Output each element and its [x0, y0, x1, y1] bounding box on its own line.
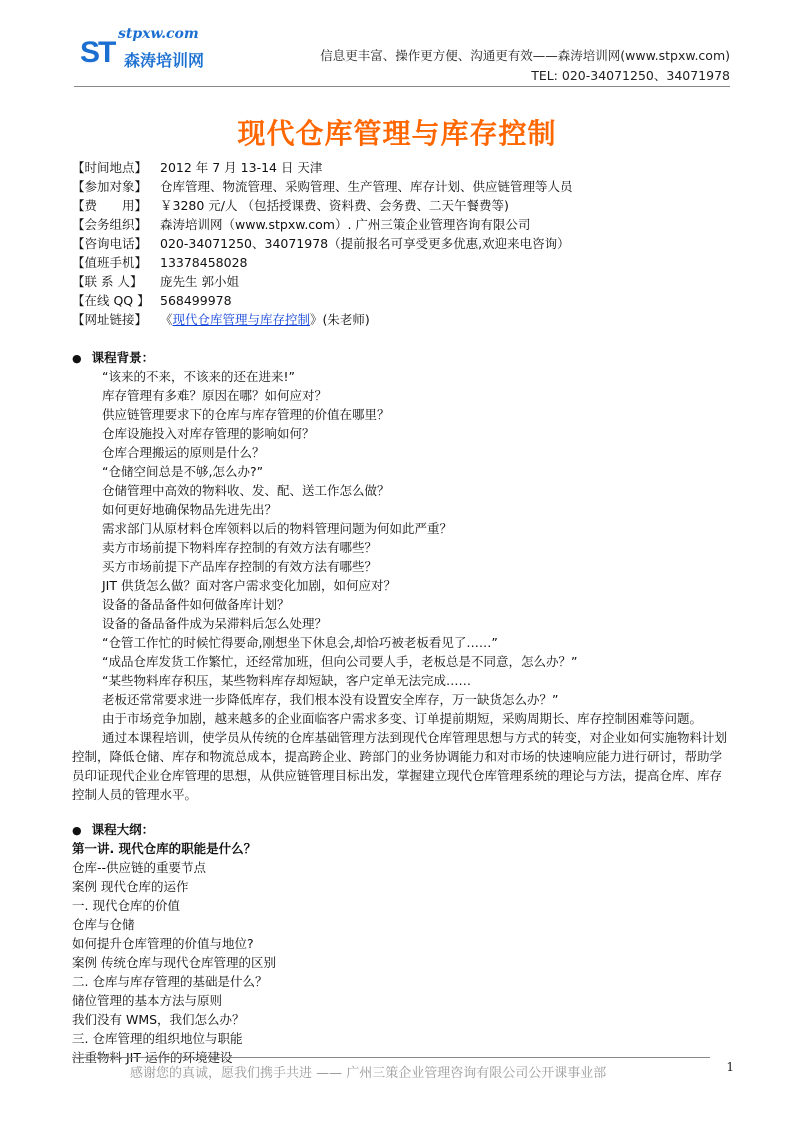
info-value: 仓库管理、物流管理、采购管理、生产管理、库存计划、供应链管理等人员 [160, 179, 573, 194]
background-line: “仓储空间总是不够,怎么办?” [102, 464, 264, 479]
background-line: 如何更好地确保物品先进先出？ [102, 502, 278, 517]
info-row [72, 215, 732, 234]
info-row [72, 291, 732, 310]
logo-url: stpxw.com [118, 26, 199, 42]
outline-line: 案例 传统仓库与现代仓库管理的区别 [72, 955, 276, 970]
outline-line: 仓库与仓储 [72, 917, 135, 932]
background-line: 仓储管理中高效的物料收、发、配、送工作怎么做？ [102, 483, 390, 498]
section-heading-text: 课程大纲： [91, 822, 155, 837]
info-value: 森涛培训网（www.stpxw.com）. 广州三策企业管理咨询有限公司 [160, 217, 531, 232]
outline-line: 二. 仓库与库存管理的基础是什么？ [72, 974, 268, 989]
background-line: “成品仓库发货工作繁忙，还经常加班，但向公司要人手，老板总是不同意，怎么办？” [102, 654, 578, 669]
bullet-icon: ● [72, 352, 82, 365]
info-label: 【联 系 人】 [72, 274, 143, 289]
outline-line: 注重物料 JIT 运作的环境建设 [72, 1050, 233, 1065]
info-value: 568499978 [160, 293, 232, 308]
outline-line: 案例 现代仓库的运作 [72, 879, 189, 894]
link-prefix: 《 [160, 312, 173, 327]
page-title: 现代仓库管理与库存控制 [237, 117, 557, 150]
info-value: ￥3280 元/人 （包括授课费、资料费、会务费、二天午餐费等) [160, 198, 509, 213]
background-section [72, 348, 732, 804]
background-line: 库存管理有多难？原因在哪？如何应对？ [102, 388, 328, 403]
lecture-title: 第一讲. 现代仓库的职能是什么？ [72, 841, 257, 856]
info-value: 13378458028 [160, 255, 248, 270]
course-info [72, 158, 732, 329]
bullet-icon: ● [72, 824, 82, 837]
outline-line: 如何提升仓库管理的价值与地位? [72, 936, 254, 951]
background-line: 设备的备品备件如何做备库计划？ [102, 597, 290, 612]
background-line: 买方市场前提下产品库存控制的有效方法有哪些？ [102, 559, 378, 574]
footer-text: 感谢您的真诚，愿我们携手共进 —— 广州三策企业管理咨询有限公司公开课事业部 [130, 1066, 607, 1081]
header-tel: TEL: 020-34071250、34071978 [531, 68, 730, 83]
info-row [72, 272, 732, 291]
info-row [72, 196, 732, 215]
header-divider [74, 86, 730, 87]
info-value: 庞先生 郭小姐 [160, 274, 239, 289]
section-heading [72, 820, 732, 839]
info-label: 【咨询电话】 [72, 236, 148, 251]
background-line: 老板还常常要求进一步降低库存，我们根本没有设置安全库存，万一缺货怎么办？” [102, 692, 559, 707]
info-label: 【费 用】 [72, 198, 148, 213]
background-line: JIT 供货怎么做？面对客户需求变化加剧，如何应对？ [102, 578, 396, 593]
info-label: 【参加对象】 [72, 179, 148, 194]
info-row [72, 158, 732, 177]
link-suffix: 》(朱老师) [310, 312, 370, 327]
outline-line: 我们没有 WMS，我们怎么办？ [72, 1012, 245, 1027]
background-line: 供应链管理要求下的仓库与库存管理的价值在哪里？ [102, 407, 390, 422]
info-label: 【时间地点】 [72, 160, 148, 175]
info-label: 【值班手机】 [72, 255, 148, 270]
outline-section [72, 820, 732, 1067]
background-line: 仓库设施投入对库存管理的影响如何？ [102, 426, 315, 441]
footer-divider [72, 1057, 710, 1058]
background-paragraph: 由于市场竞争加剧，越来越多的企业面临客户需求多变、订单提前期短，采购周期长、库存控制困难等问题。 [102, 711, 703, 726]
info-row [72, 253, 732, 272]
section-heading [72, 348, 732, 367]
info-label: 【在线 QQ 】 [72, 293, 150, 308]
background-line: “该来的不来，不该来的还在进来!” [102, 369, 295, 384]
logo-name: 森涛培训网 [124, 51, 205, 70]
info-value: 020-34071250、34071978（提前报名可享受更多优惠,欢迎来电咨询） [160, 236, 570, 251]
background-line: 需求部门从原材料仓库领料以后的物料管理问题为何如此严重？ [102, 521, 453, 536]
info-value: 2012 年 7 月 13-14 日 天津 [160, 160, 323, 175]
outline-line: 三. 仓库管理的组织地位与职能 [72, 1031, 243, 1046]
course-link[interactable]: 现代仓库管理与库存控制 [172, 312, 311, 327]
background-paragraph: 通过本课程培训，使学员从传统的仓库基础管理方法到现代仓库管理思想与方式的转变，对企业如何实施物料计划控制，降低仓储、库存和物流总成本，提高跨企业、跨部门的业务协调能力和对市场的快速响应能力进行研讨，帮助学员印证现代企业仓库管理的思想，从供应链管理目标出发，掌握建立现代仓库管理系统的理论与方法，提高仓库、库存控制人员的管理水平。 [72, 730, 728, 802]
background-line: 设备的备品备件成为呆滞料后怎么处理？ [102, 616, 328, 631]
info-row [72, 234, 732, 253]
info-label: 【网址链接】 [72, 312, 148, 327]
background-line: “仓管工作忙的时候忙得要命,刚想坐下休息会,却恰巧被老板看见了……” [102, 635, 498, 650]
background-line: “某些物料库存积压，某些物料库存却短缺，客户定单无法完成…… [102, 673, 471, 688]
info-label: 【会务组织】 [72, 217, 148, 232]
page-number: 1 [726, 1060, 734, 1074]
background-line: 卖方市场前提下物料库存控制的有效方法有哪些？ [102, 540, 378, 555]
outline-line: 一. 现代仓库的价值 [72, 898, 180, 913]
logo [80, 26, 220, 72]
background-line: 仓库合理搬运的原则是什么？ [102, 445, 265, 460]
info-row-link [72, 310, 732, 329]
header-slogan: 信息更丰富、操作更方便、沟通更有效——森涛培训网(www.stpxw.com) [320, 48, 730, 63]
info-row [72, 177, 732, 196]
outline-line: 仓库--供应链的重要节点 [72, 860, 207, 875]
outline-line: 储位管理的基本方法与原则 [72, 993, 223, 1008]
logo-mark: ST [80, 36, 115, 69]
section-heading-text: 课程背景： [91, 350, 155, 365]
